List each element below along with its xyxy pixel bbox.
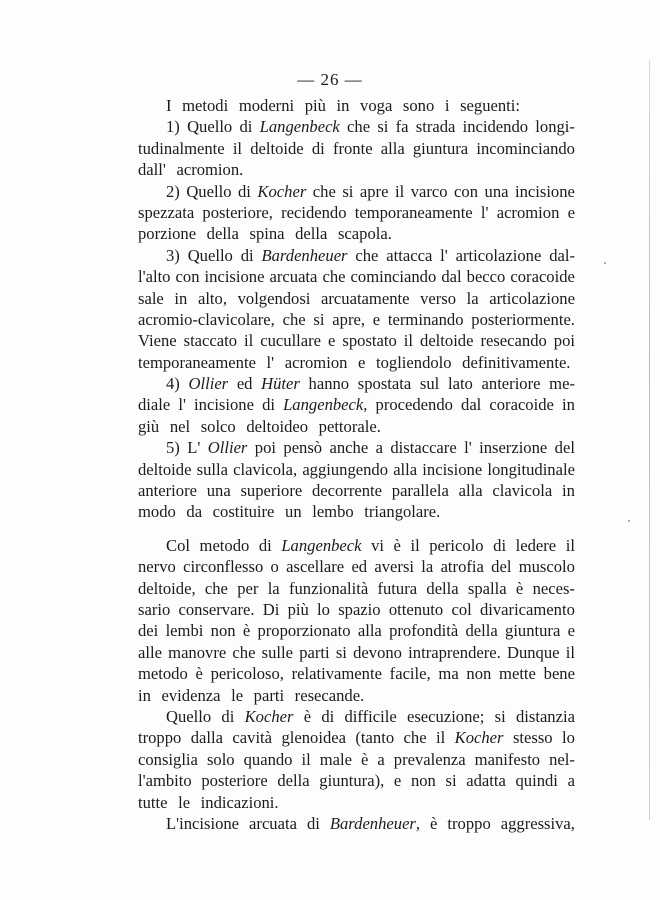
- text-line: l'alto con incisione arcuata che cominciando dal becco coracoide: [138, 267, 575, 287]
- text-line: temporaneamente l' acromion e togliendolo definitivamente.: [138, 352, 571, 372]
- text-line: nervo circonflesso o ascellare ed aversi la atrofia del muscolo: [138, 557, 575, 577]
- text-line: 2) Quello di Kocher che si apre il varco con una incisione: [166, 181, 575, 201]
- text-line: tutte le indicazioni.: [138, 792, 279, 812]
- text-line: Col metodo di Langenbeck vi è il pericolo di ledere il: [166, 535, 575, 555]
- paper-speck: [604, 262, 606, 264]
- text-line: deltoide sulla clavicola, aggiungendo alla incisione longitudinale: [138, 459, 575, 479]
- text-line: dall' acromion.: [138, 160, 244, 180]
- text-line: troppo dalla cavità glenoidea (tanto che il Kocher stesso lo: [138, 728, 575, 748]
- text-line: sario conservare. Di più lo spazio ottenuto col divaricamento: [138, 599, 575, 619]
- paper-speck: [628, 520, 630, 522]
- text-line: diale l' incisione di Langenbeck, procedendo dal coracoide in: [138, 395, 575, 415]
- text-line: spezzata posteriore, recidendo temporaneamente l' acromion e: [138, 202, 575, 222]
- text-line: sale in alto, volgendosi arcuatamente verso la articolazione: [138, 288, 575, 308]
- text-line: tudinalmente il deltoide di fronte alla giuntura incominciando: [138, 138, 575, 158]
- text-line: metodo è pericoloso, relativamente facile, ma non mette bene: [138, 664, 575, 684]
- page-number: — 26 —: [297, 70, 363, 89]
- text-line: 5) L' Ollier poi pensò anche a distaccare l' inserzione del: [166, 438, 575, 458]
- text-line: anteriore una superiore decorrente parallela alla clavicola in: [138, 481, 575, 501]
- text-line: 4) Ollier ed Hüter hanno spostata sul lato anteriore me-: [166, 374, 575, 394]
- text-line: acromio-clavicolare, che si apre, e terminando posteriormente.: [138, 309, 575, 329]
- text-line: Viene staccato il cucullare e spostato il deltoide resecando poi: [138, 331, 575, 351]
- text-line: L'incisione arcuata di Bardenheuer, è troppo aggressiva,: [166, 813, 575, 833]
- text-line: in evidenza le parti resecande.: [138, 685, 365, 705]
- text-line: 1) Quello di Langenbeck che si fa strada incidendo longi-: [166, 117, 575, 137]
- text-line: dei lembi non è proporzionato alla profondità della giuntura e: [138, 621, 575, 641]
- page-edge: [649, 60, 650, 820]
- text-line: consiglia solo quando il male è a prevalenza manifesto nel-: [138, 749, 575, 769]
- text-line: giù nel solco deltoideo pettorale.: [138, 416, 381, 436]
- text-line: porzione della spina della scapola.: [138, 224, 392, 244]
- body-text: [138, 95, 575, 834]
- text-line: 3) Quello di Bardenheuer che attacca l' articolazione dal-: [166, 245, 575, 265]
- text-line: l'ambito posteriore della giuntura), e non si adatta quindi a: [138, 771, 575, 791]
- text-line: modo da costituire un lembo triangolare.: [138, 502, 441, 522]
- text-line: alle manovre che sulle parti si devono intraprendere. Dunque il: [138, 642, 575, 662]
- text-line: I metodi moderni più in voga sono i seguenti:: [166, 96, 520, 115]
- text-line: Quello di Kocher è di difficile esecuzione; si distanzia: [166, 706, 575, 726]
- text-line: deltoide, che per la funzionalità futura della spalla è neces-: [138, 578, 575, 598]
